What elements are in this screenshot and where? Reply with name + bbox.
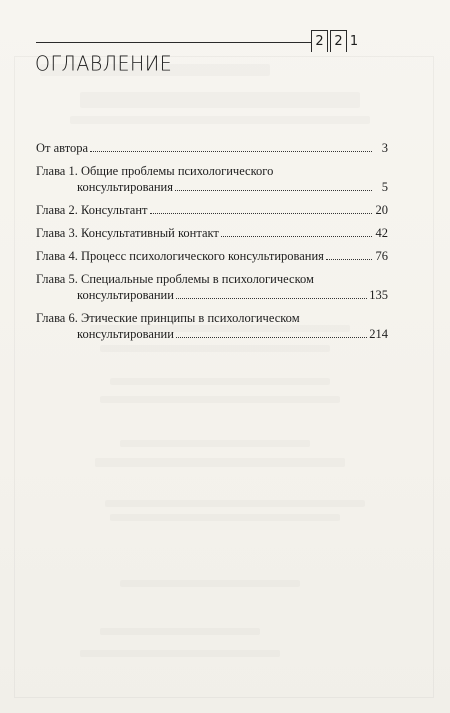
- dot-leader: [176, 298, 367, 299]
- table-of-contents: [36, 140, 388, 349]
- toc-entry-title: Глава 1. Общие проблемы психологического: [36, 164, 274, 178]
- toc-entry-title: Глава 3. Консультативный контакт: [36, 226, 219, 240]
- page-number-digit: 2: [311, 30, 328, 52]
- toc-entry-title: Глава 2. Консультант: [36, 203, 148, 217]
- toc-entry-page: 76: [375, 249, 388, 263]
- bleed-through-block: [110, 378, 330, 385]
- toc-entry: [36, 248, 388, 264]
- dot-leader: [175, 190, 372, 191]
- toc-entry: [36, 202, 388, 218]
- toc-entry-page: 5: [381, 180, 388, 194]
- page-number-digit: 2: [330, 30, 347, 52]
- page-number-digit: 1: [349, 34, 359, 49]
- header-rule: [36, 42, 312, 43]
- dot-leader: [176, 337, 367, 338]
- toc-entry-title-continued: консультирования: [77, 180, 173, 194]
- bleed-through-block: [120, 580, 300, 587]
- toc-entry-title: Глава 6. Этические принципы в психологическом: [36, 311, 300, 325]
- toc-entry: [36, 163, 388, 195]
- bleed-through-block: [105, 500, 365, 507]
- dot-leader: [150, 213, 373, 214]
- toc-entry-page: 20: [375, 203, 388, 217]
- page-title: ОГЛАВЛЕНИЕ: [35, 52, 173, 76]
- toc-entry-title-continued: консультировании: [77, 327, 174, 341]
- page-number: [311, 30, 359, 52]
- bleed-through-block: [120, 440, 310, 447]
- bleed-through-block: [80, 650, 280, 657]
- toc-entry: [36, 140, 388, 156]
- toc-entry-page: 135: [369, 288, 388, 302]
- toc-entry-page: 3: [381, 141, 388, 155]
- toc-entry-title-continued: консультировании: [77, 288, 174, 302]
- toc-entry-title: Глава 4. Процесс психологического консультирования: [36, 249, 324, 263]
- bleed-through-block: [70, 116, 370, 124]
- toc-entry-page: 214: [369, 327, 388, 341]
- dot-leader: [221, 236, 372, 237]
- toc-entry: [36, 225, 388, 241]
- bleed-through-block: [80, 92, 360, 108]
- bleed-through-block: [100, 396, 340, 403]
- toc-entry: [36, 271, 388, 303]
- toc-entry-page: 42: [375, 226, 388, 240]
- bleed-through-block: [95, 458, 345, 467]
- dot-leader: [326, 259, 372, 260]
- dot-leader: [90, 151, 372, 152]
- bleed-through-block: [110, 514, 340, 521]
- toc-entry-title: От автора: [36, 141, 89, 155]
- toc-entry: [36, 310, 388, 342]
- toc-entry-title: Глава 5. Специальные проблемы в психологическом: [36, 272, 314, 286]
- bleed-through-block: [100, 628, 260, 635]
